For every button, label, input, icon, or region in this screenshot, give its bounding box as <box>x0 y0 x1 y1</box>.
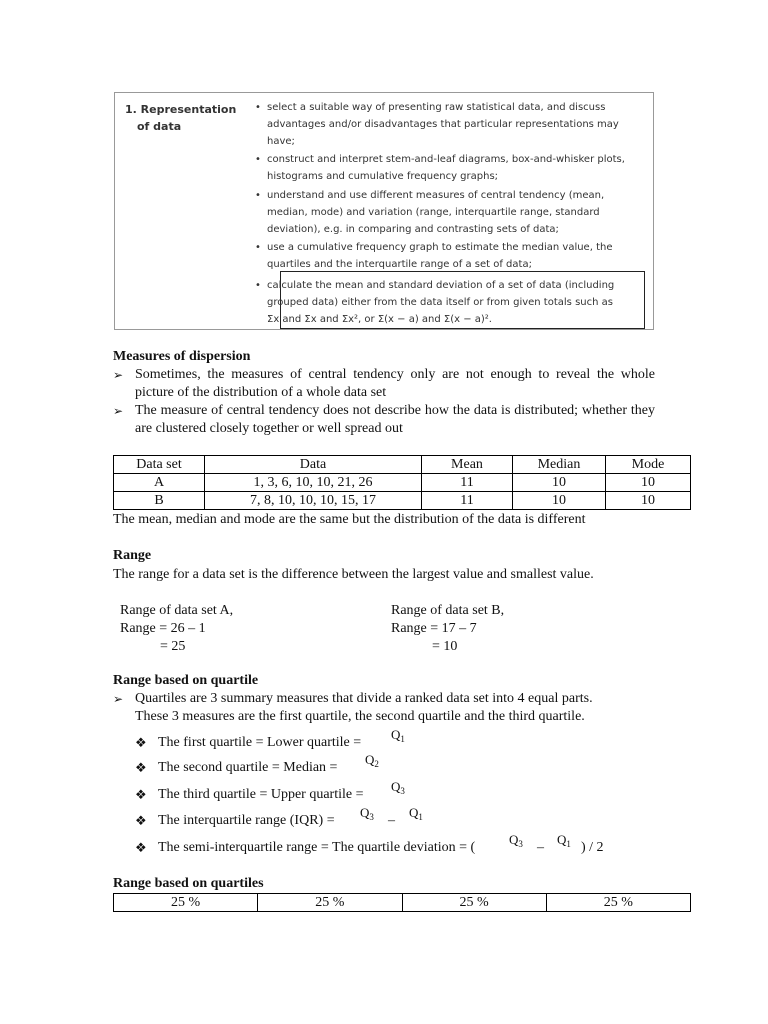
q3-symbol: $Q_3$ <box>360 805 374 822</box>
semi-iqr-label: The semi-interquartile range = The quartile deviation = ( <box>158 840 476 855</box>
dispersion-point: Sometimes, the measures of central tendency only are not enough to reveal the whole picture of the distribution of a whole data set <box>135 367 655 400</box>
q2-symbol: $Q_2$ <box>365 752 379 769</box>
diamond-bullet-icon: ❖ <box>135 840 147 855</box>
range-a-result: = 25 <box>160 639 186 654</box>
quartiles-table-heading: Range based on quartiles <box>113 876 264 891</box>
q1-symbol: $Q_1$ <box>557 832 571 849</box>
table-cell: 25 % <box>114 894 258 912</box>
minus-sign: – <box>388 813 395 828</box>
range-a-title: Range of data set A, <box>120 603 234 618</box>
table-header-row <box>114 456 691 474</box>
table-caption: The mean, median and mode are the same but the distribution of the data is different <box>113 512 586 527</box>
q3-symbol: $Q_3$ <box>391 779 405 796</box>
table-row <box>114 492 691 510</box>
range-definition: The range for a data set is the difference between the largest value and smallest value. <box>113 567 594 582</box>
quartiles-table <box>113 893 691 912</box>
diamond-bullet-icon: ❖ <box>135 813 147 828</box>
range-a-calc: Range = 26 – 1 <box>120 621 206 636</box>
table-cell: B <box>114 492 205 510</box>
arrow-bullet-icon: ➢ <box>113 368 124 382</box>
diamond-bullet-icon: ❖ <box>135 760 147 775</box>
minus-sign: – <box>537 840 544 855</box>
dispersion-heading: Measures of dispersion <box>113 349 251 364</box>
range-b-result: = 10 <box>432 639 458 654</box>
range-b-title: Range of data set B, <box>391 603 505 618</box>
syllabus-item: • use a cumulative frequency graph to estimate the median value, the quartiles and the interquartile range of a set of data; <box>255 242 613 270</box>
table-cell: 11 <box>422 492 513 510</box>
header-cell: Median <box>513 456 606 474</box>
q1-symbol: $Q_1$ <box>391 727 405 744</box>
diamond-bullet-icon: ❖ <box>135 787 147 802</box>
range-heading: Range <box>113 548 152 563</box>
quartile-intro-line2: These 3 measures are the first quartile, the second quartile and the third quartile. <box>135 709 585 724</box>
table-cell: 1, 3, 6, 10, 10, 21, 26 <box>205 474 422 492</box>
quartile-heading: Range based on quartile <box>113 673 259 688</box>
third-quartile-label: The third quartile = Upper quartile = <box>158 787 364 802</box>
first-quartile-label: The first quartile = Lower quartile = <box>158 735 362 750</box>
data-set-table <box>113 455 691 510</box>
arrow-bullet-icon: ➢ <box>113 692 124 706</box>
second-quartile-label: The second quartile = Median = <box>158 760 338 775</box>
table-cell: 10 <box>513 492 606 510</box>
syllabus-item-highlighted: • calculate the mean and standard deviation of a set of data (including grouped data) either from the data itself or from given totals such as Σx and Σx and Σx², or Σ(x − a) and Σ(x − a)². <box>255 280 615 325</box>
range-b-calc: Range = 17 – 7 <box>391 621 477 636</box>
arrow-bullet-icon: ➢ <box>113 404 124 418</box>
table-cell: 10 <box>513 474 606 492</box>
table-cell: 25 % <box>546 894 690 912</box>
table-cell: 7, 8, 10, 10, 10, 15, 17 <box>205 492 422 510</box>
semi-iqr-end: ) / 2 <box>581 840 604 855</box>
topic-line1: 1. Representation <box>125 103 237 116</box>
quartile-intro-line1: Quartiles are 3 summary measures that divide a ranked data set into 4 equal parts. <box>135 691 593 706</box>
table-cell: 10 <box>606 474 691 492</box>
table-cell: 10 <box>606 492 691 510</box>
diamond-bullet-icon: ❖ <box>135 735 147 750</box>
table-cell: 25 % <box>402 894 546 912</box>
syllabus-item: • understand and use different measures of central tendency (mean, median, mode) and variation (range, interquartile range, standard deviation), e.g. in comparing and contrasting sets of data; <box>255 190 605 235</box>
q3-symbol: $Q_3$ <box>509 832 523 849</box>
header-cell: Data <box>205 456 422 474</box>
syllabus-topic <box>125 101 245 135</box>
header-cell: Mean <box>422 456 513 474</box>
header-cell: Data set <box>114 456 205 474</box>
topic-line2: of data <box>137 120 182 133</box>
syllabus-item: • construct and interpret stem-and-leaf diagrams, box-and-whisker plots, histograms and cumulative frequency graphs; <box>255 154 625 182</box>
dispersion-point: The measure of central tendency does not describe how the data is distributed; whether they are clustered closely together or well spread out <box>135 403 655 436</box>
table-cell: A <box>114 474 205 492</box>
q1-symbol: $Q_1$ <box>409 805 423 822</box>
syllabus-item: • select a suitable way of presenting raw statistical data, and discuss advantages and/or disadvantages that particular representations may have; <box>255 102 619 147</box>
header-cell: Mode <box>606 456 691 474</box>
table-cell: 25 % <box>258 894 402 912</box>
syllabus-box <box>114 92 654 330</box>
table-row <box>114 474 691 492</box>
table-cell: 11 <box>422 474 513 492</box>
iqr-label: The interquartile range (IQR) = <box>158 813 335 828</box>
table-row <box>114 894 691 912</box>
